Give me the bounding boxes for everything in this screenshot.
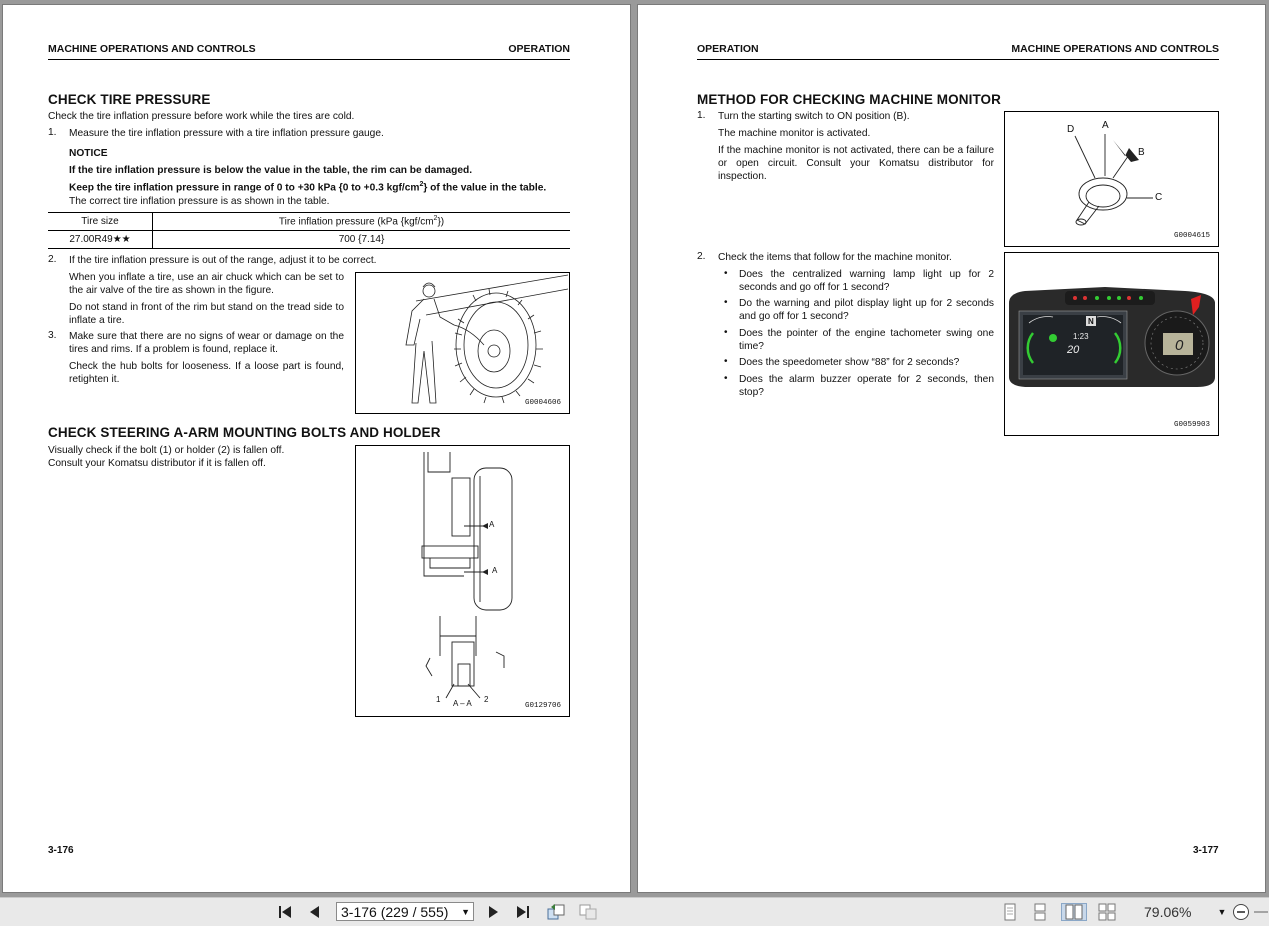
steering-line-2: Consult your Komatsu distributor if it is fallen off. [48,458,266,469]
header-left: OPERATION [697,43,759,55]
step-number: 2. [697,251,706,262]
bullet: • [724,297,728,308]
check-item-5: Does the alarm buzzer operate for 2 seconds, then stop? [739,374,994,398]
continuous-icon[interactable] [1030,903,1050,921]
switch-label-a: A [1102,120,1109,131]
page-dropdown-icon[interactable]: ▼ [461,906,470,917]
tire-pressure-table [48,212,570,249]
zoom-dropdown-icon[interactable]: ▼ [1217,907,1227,917]
monitor-gear: N [1088,317,1094,326]
starting-switch-figure [1004,111,1219,247]
switch-label-b: B [1138,147,1145,158]
tire-intro: Check the tire inflation pressure before work while the tires are cold. [48,111,355,122]
table-intro: The correct tire inflation pressure is as shown in the table. [69,196,330,207]
machine-monitor-figure [1004,252,1219,436]
table-cell: 700 {7.14} [153,231,571,249]
monitor-step-2: Check the items that follow for the machine monitor. [718,252,952,263]
tire-step-2-para-1: When you inflate a tire, use an air chuck which can be set to the air valve of the tire as shown in the figure. [69,272,344,296]
check-item-1: Does the centralized warning lamp light up for 2 seconds and go off for 1 second? [739,269,994,293]
monitor-step-1: Turn the starting switch to ON position (B). [718,111,910,122]
bullet: • [724,327,728,338]
tire-inflation-illustration [356,273,569,413]
single-page-icon[interactable] [1000,903,1020,921]
tire-step-2-para-2: Do not stand in front of the rim but stand on the tread side to inflate a tire. [69,302,344,326]
table-header-cell: Tire size [48,213,153,231]
monitor-time: 1:23 [1073,332,1089,341]
tire-inflation-figure [355,272,570,414]
check-item-4: Does the speedometer show “88” for 2 seconds? [739,357,960,368]
label-section-aa: A – A [453,699,472,708]
switch-label-d: D [1067,124,1075,135]
figure-code: G0004606 [524,399,561,407]
monitor-digit: 0 [1175,337,1184,354]
steering-line-1: Visually check if the bolt (1) or holder (2) is fallen off. [48,445,285,456]
right-page [638,5,1265,892]
viewer-toolbar [0,897,1269,926]
tire-step-1: Measure the tire inflation pressure with a tire inflation pressure gauge. [69,128,384,139]
next-page-icon[interactable] [484,903,502,921]
label-2: 2 [484,695,489,704]
check-item-2: Do the warning and pilot display light up for 2 seconds and go off for 1 second? [739,298,994,322]
header-right: OPERATION [508,43,570,55]
last-page-icon[interactable] [512,903,532,921]
label-a-upper: A [489,520,495,529]
step-number: 1. [48,127,57,138]
figure-code: G0129706 [524,702,561,710]
continuous-facing-icon[interactable] [1096,903,1118,921]
left-page [3,5,630,892]
tire-step-3-para-1: Check the hub bolts for looseness. If a loose part is found, retighten it. [69,361,344,385]
previous-view-icon[interactable] [544,903,568,921]
page-number-input[interactable] [336,902,474,921]
steering-arm-illustration [356,446,569,716]
bullet: • [724,268,728,279]
label-a-lower: A [492,566,498,575]
bullet: • [724,373,728,384]
notice-title: NOTICE [69,148,108,159]
step-number: 3. [48,330,57,341]
label-1: 1 [436,695,441,704]
steering-arm-figure [355,445,570,717]
switch-label-c: C [1155,192,1163,203]
figure-code: G0059903 [1173,421,1210,429]
facing-icon[interactable] [1061,903,1087,921]
section-title-tire: CHECK TIRE PRESSURE [48,92,211,107]
check-item-3: Does the pointer of the engine tachometer swing one time? [739,328,994,352]
section-title-monitor: METHOD FOR CHECKING MACHINE MONITOR [697,92,1001,107]
monitor-step-1-para-2: If the machine monitor is not activated, there can be a failure or open circuit. Consult your Komatsu distributor for inspection. [718,145,994,182]
header-right: MACHINE OPERATIONS AND CONTROLS [1011,43,1219,55]
header-left: MACHINE OPERATIONS AND CONTROLS [48,43,256,55]
first-page-icon[interactable] [276,903,296,921]
tire-step-2: If the tire inflation pressure is out of the range, adjust it to be correct. [69,255,377,266]
zoom-slider-stub[interactable] [1254,903,1268,921]
machine-monitor-illustration [1005,253,1218,435]
zoom-out-icon[interactable] [1231,903,1251,921]
zoom-level[interactable]: 79.06% [1144,904,1192,920]
bullet: • [724,356,728,367]
step-number: 1. [697,110,706,121]
header-rule [48,59,570,60]
tire-step-3: Make sure that there are no signs of wear or damage on the tires and rims. If a problem is found, replace it. [69,331,344,355]
section-title-steering: CHECK STEERING A-ARM MOUNTING BOLTS AND HOLDER [48,425,441,440]
next-view-icon[interactable] [576,903,600,921]
notice-line-1: If the tire inflation pressure is below the value in the table, the rim can be damaged. [69,165,473,176]
page-number: 3-176 [48,845,74,856]
step-number: 2. [48,254,57,265]
page-number-value: 3-176 (229 / 555) [341,903,449,920]
header-rule [697,59,1219,60]
monitor-step-1-para-1: The machine monitor is activated. [718,128,871,139]
starting-switch-illustration [1005,112,1218,246]
table-header-cell: Tire inflation pressure (kPa $\{kgf/cm^2\}$) [153,213,571,231]
notice-line-2: Keep the tire inflation pressure in range of 0 to +30 kPa {0 to +0.3 kgf/$cm^2$} of the value in the table. [69,181,547,194]
monitor-speed: 20 [1067,344,1080,356]
table-header-row [48,213,570,231]
table-row [48,231,570,249]
table-cell: 27.00R49★★ [48,231,153,249]
page-number: 3-177 [1193,845,1219,856]
figure-code: G0004615 [1173,232,1210,240]
prev-page-icon[interactable] [306,903,324,921]
